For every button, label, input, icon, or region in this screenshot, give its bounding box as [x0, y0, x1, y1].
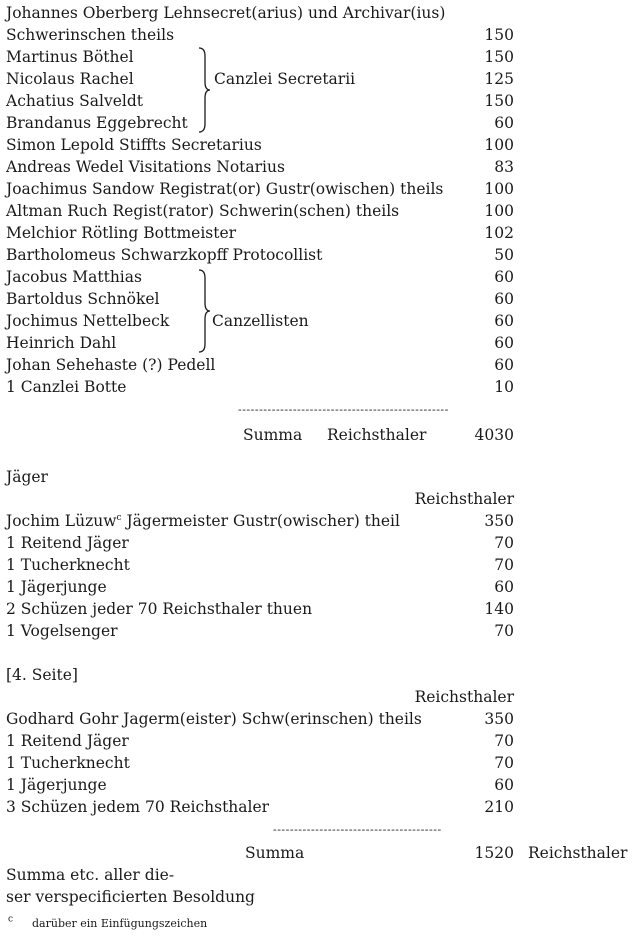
footnote-text: darüber ein Einfügungszeichen — [32, 917, 208, 930]
group-brace — [197, 268, 211, 354]
entry-name: Godhard Gohr Jagerm(eister) Schw(erinschen) theils — [6, 710, 422, 728]
entry-name: 2 Schüzen jeder 70 Reichsthaler thuen — [6, 600, 313, 618]
entry-name: Joachimus Sandow Registrat(or) Gustr(owischen) theils — [6, 180, 444, 198]
sum-value: 1520 — [474, 844, 514, 862]
sum-value: 4030 — [474, 426, 514, 444]
entry-amount: 60 — [494, 114, 514, 132]
sum-label: Summa — [245, 844, 305, 862]
entry-name: Andreas Wedel Visitations Notarius — [6, 158, 285, 176]
entry-name: Simon Lepold Stiffts Secretarius — [6, 136, 262, 154]
entry-amount: 70 — [494, 754, 514, 772]
entry-name: Johannes Oberberg Lehnsecret(arius) und Archivar(ius) — [6, 4, 446, 22]
entry-amount: 60 — [494, 334, 514, 352]
group-brace — [197, 46, 211, 134]
entry-name: Achatius Salveldt — [6, 92, 144, 110]
sum-divider: ---------------------------------------- — [273, 823, 442, 836]
entry-name — [6, 510, 400, 532]
entry-name: Johan Sehehaste (?) Pedell — [6, 356, 216, 374]
entry-amount: 10 — [494, 378, 514, 396]
entry-name: Nicolaus Rachel — [6, 70, 134, 88]
entry-name: 1 Tucherknecht — [6, 556, 130, 574]
unit-header: Reichsthaler — [414, 490, 514, 508]
entry-name: Melchior Rötling Bottmeister — [6, 224, 237, 242]
sum-label: Summa — [243, 426, 303, 444]
entry-amount: 50 — [494, 246, 514, 264]
entry-name: Martinus Böthel — [6, 48, 134, 66]
entry-amount: 70 — [494, 534, 514, 552]
unit-header: Reichsthaler — [414, 688, 514, 706]
entry-amount: 125 — [484, 70, 514, 88]
entry-amount: 102 — [484, 224, 514, 242]
entry-name: Brandanus Eggebrecht — [6, 114, 188, 132]
entry-amount: 140 — [484, 600, 514, 618]
entry-name-part: Jägermeister Gustr(owischer) theil — [121, 512, 400, 530]
entry-name: Bartoldus Schnökel — [6, 290, 160, 308]
entry-name: 1 Canzlei Botte — [6, 378, 127, 396]
entry-name: Schwerinschen theils — [6, 26, 175, 44]
entry-name: Bartholomeus Schwarzkopff Protocollist — [6, 246, 323, 264]
entry-amount: 350 — [484, 512, 514, 530]
entry-name: 1 Reitend Jäger — [6, 732, 129, 750]
entry-amount: 60 — [494, 776, 514, 794]
entry-amount: 70 — [494, 732, 514, 750]
entry-amount: 83 — [494, 158, 514, 176]
entry-amount: 60 — [494, 578, 514, 596]
entry-name: 3 Schüzen jedem 70 Reichsthaler — [6, 798, 270, 816]
entry-amount: 60 — [494, 312, 514, 330]
sum-divider: -------------------------------------------------- — [238, 403, 449, 416]
entry-amount: 100 — [484, 136, 514, 154]
group-label: Canzlei Secretarii — [214, 70, 356, 88]
entry-amount: 100 — [484, 202, 514, 220]
entry-name: Jochimus Nettelbeck — [6, 312, 170, 330]
entry-name: Heinrich Dahl — [6, 334, 117, 352]
entry-name: 1 Reitend Jäger — [6, 534, 129, 552]
entry-name-part: Jochim Lüzuw — [6, 512, 117, 530]
entry-amount: 150 — [484, 48, 514, 66]
entry-amount: 60 — [494, 290, 514, 308]
entry-amount: 350 — [484, 710, 514, 728]
total-text: ser verspecificierten Besoldung — [6, 888, 255, 906]
entry-amount: 150 — [484, 92, 514, 110]
total-text: Summa etc. aller die- — [6, 866, 175, 884]
sum-unit: Reichsthaler — [528, 844, 628, 862]
entry-amount: 100 — [484, 180, 514, 198]
entry-amount: 70 — [494, 556, 514, 574]
entry-name: 1 Vogelsenger — [6, 622, 118, 640]
entry-amount: 70 — [494, 622, 514, 640]
page-marker: [4. Seite] — [6, 666, 78, 684]
entry-name: Jacobus Matthias — [6, 268, 142, 286]
section-heading: Jäger — [6, 468, 48, 486]
footnote-marker-text: c — [8, 914, 14, 925]
entry-name: Altman Ruch Regist(rator) Schwerin(schen) theils — [6, 202, 400, 220]
entry-name: 1 Jägerjunge — [6, 776, 107, 794]
footnote-ref: c — [116, 512, 122, 523]
entry-name: 1 Jägerjunge — [6, 578, 107, 596]
sum-unit: Reichsthaler — [327, 426, 427, 444]
entry-amount: 150 — [484, 26, 514, 44]
footnote-marker — [8, 912, 28, 934]
entry-amount: 60 — [494, 268, 514, 286]
entry-amount: 60 — [494, 356, 514, 374]
entry-amount: 210 — [484, 798, 514, 816]
entry-name: 1 Tucherknecht — [6, 754, 130, 772]
group-label: Canzellisten — [212, 312, 309, 330]
